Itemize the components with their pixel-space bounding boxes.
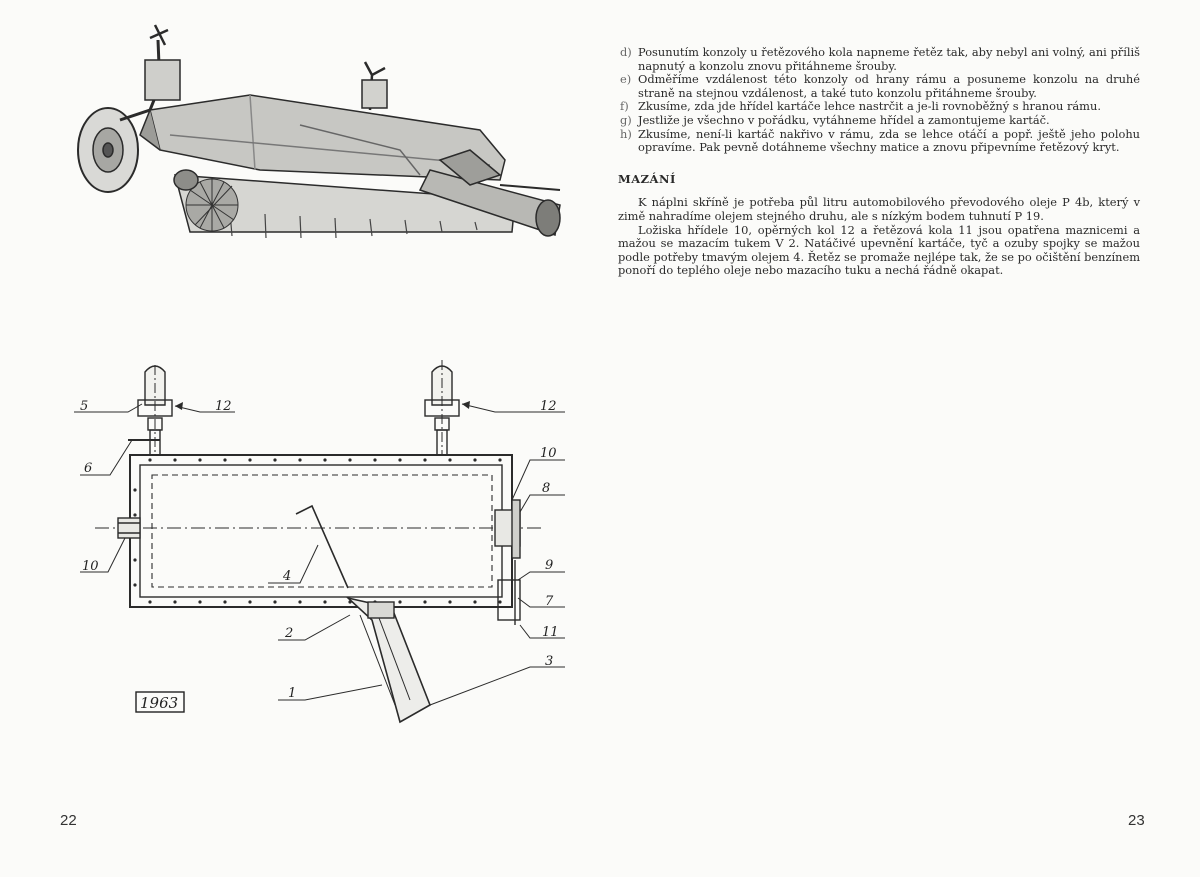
list-item (618, 128, 1140, 155)
item-text: Posunutím konzoly u řetězového kola napneme řetěz tak, aby nebyl ani volný, ani příliš napnutý a konzolu znovu přitáhneme šrouby. (638, 45, 1140, 73)
item-label: f) (620, 99, 629, 114)
item-text: Zkusíme, není-li kartáč nakřivo v rámu, zda se lehce otáčí a popř. ještě jeho polohu opravíme. Pak pevně dotáhneme všechny matice a znovu připevníme řetězový kryt. (638, 126, 1140, 155)
list-item (618, 100, 1140, 114)
paragraph-bearings: Ložiska hřídele 10, opěrných kol 12 a řetězová kola 11 jsou opatřena maznicemi a mažou se mazacím tukem V 2. Natáčivé upevnění kartáče, tyč a ozuby spojky se mažou podle potřeby tmavým olejem 4. Řetěz se promaže nejlépe tak, že se po očištění benzínem ponoří do teplého oleje nebo mazacího tuku a nechá řádně okapat. (618, 222, 1140, 278)
callout-labels (80, 399, 559, 701)
right-page (600, 0, 1200, 877)
list-item (618, 46, 1140, 73)
callout-7: 7 (545, 594, 554, 609)
callout-2: 2 (285, 626, 294, 641)
item-label: h) (620, 126, 632, 141)
item-label: g) (620, 112, 632, 127)
item-text: Jestliže je všechno v pořádku, vytáhneme hřídel a zamontujeme kartáč. (638, 112, 1050, 127)
year-stamp (136, 692, 184, 712)
page-number-left: 22 (60, 812, 77, 829)
item-label: e) (620, 72, 632, 87)
item-label: d) (620, 45, 632, 59)
callout-12-right: 12 (540, 399, 557, 414)
list-item (618, 73, 1140, 100)
section-heading: MAZÁNÍ (618, 171, 676, 186)
instructions-text (618, 46, 1140, 278)
callout-10-left: 10 (82, 559, 99, 574)
callout-6: 6 (84, 461, 93, 476)
callout-11: 11 (542, 625, 559, 640)
sweeper-perspective-drawing (78, 25, 560, 238)
item-text: Odměříme vzdálenost této konzoly od hrany rámu a posuneme konzolu na druhé straně na stejnou vzdálenost, a také tuto konzolu přitáhneme šrouby. (638, 72, 1140, 100)
callout-12-left: 12 (215, 399, 232, 414)
sweeper-plan-drawing (74, 360, 565, 722)
callout-10-right: 10 (540, 446, 557, 461)
callout-1: 1 (288, 686, 297, 701)
list-item (618, 114, 1140, 128)
callout-4: 4 (283, 569, 292, 584)
item-text: Zkusíme, zda jde hřídel kartáče lehce nastrčit a je-li rovnoběžný s hranou rámu. (638, 99, 1101, 114)
callout-3: 3 (545, 654, 554, 669)
callout-9: 9 (545, 558, 554, 573)
callout-8: 8 (542, 481, 551, 496)
page-number-right: 23 (1128, 812, 1145, 829)
year-stamp-text: 1963 (140, 694, 179, 712)
callout-5: 5 (80, 399, 89, 414)
paragraph-oil: K náplni skříně je potřeba půl litru automobilového převodového oleje P 4b, který v zimě nahradíme olejem stejného druhu, ale s nízkým bodem tuhnutí P 19. (618, 195, 1140, 223)
